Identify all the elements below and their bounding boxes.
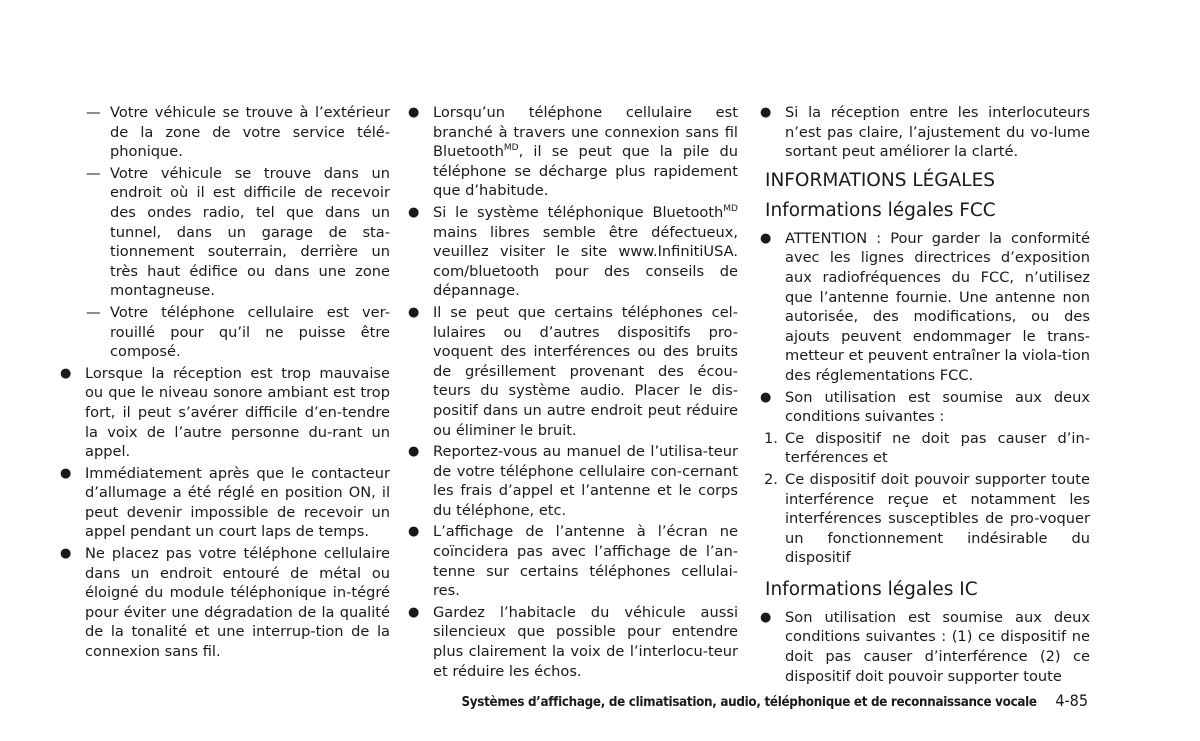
bullet-item [60,364,390,462]
trademark-superscript: MD [723,204,738,215]
numbered-item-text: Ce dispositif doit pouvoir supporter toute interférence reçue et notamment les interférences susceptibles de pro-voquer un fonctionnement indésirable du dispositif [785,470,1090,567]
dash-marker: — [86,303,101,321]
page-footer [461,691,1088,710]
bullet-icon: ● [760,105,772,120]
bullet-item-text [433,204,738,299]
bullet-item [408,103,738,201]
bullet-item-text: Si la réception entre les interlocuteurs n’est pas claire, l’ajustement du vo-lume sortant peut améliorer la clarté. [785,104,1090,161]
dash-item [60,303,390,362]
bullet-icon: ● [408,444,420,460]
bullet-item-text: Son utilisation est soumise aux deux conditions suivantes : (1) ce dispositif ne doit pas causer d’interférence (2) ce dispositif doit pouvoir supporter toute [785,608,1090,685]
trademark-superscript: MD [503,143,519,154]
bullet-icon: ● [60,546,72,562]
bullet-item [408,303,738,440]
dash-marker: — [86,104,101,121]
bullet-item-text: Gardez l’habitacle du véhicule aussi silencieux que possible pour entendre plus clairement la voix de l’interlocu-teur et réduire les échos. [433,603,738,680]
bullet-icon: ● [408,304,420,320]
bullet-text-part: Si le système téléphonique Bluetooth [433,203,724,221]
bullet-item-text: Ne placez pas votre téléphone cellulaire dans un endroit entouré de métal ou éloigné du module téléphonique in-tégré pour éviter une dégradation de la qualité de la tonalité et une interrup-tion de la connexion sans fil. [85,545,390,661]
bullet-item [408,442,738,520]
section-heading: INFORMATIONS LÉGALES [765,169,996,191]
numbered-item-text: Ce dispositif ne doit pas causer d’in-terférences et [785,429,1090,467]
bullet-icon: ● [60,365,72,381]
bullet-item-text: Son utilisation est soumise aux deux conditions suivantes : [785,388,1090,426]
item-number: 1. [764,429,778,447]
bullet-icon: ● [760,609,772,625]
bullet-item [760,229,1090,386]
bullet-item [408,603,738,681]
dash-item [60,103,390,162]
bullet-icon: ● [60,465,72,481]
bullet-icon: ● [408,204,420,220]
dash-item [60,164,390,301]
bullet-item-text [433,104,738,199]
bullet-item-text: Immédiatement après que le contacteur d’allumage a été réglé en position ON, il peut devenir impossible de recevoir un appel pendant un court laps de temps. [85,464,390,541]
numbered-item [760,470,1090,568]
bullet-icon: ● [408,524,420,540]
bullet-item-text: Il se peut que certains téléphones cel-lulaires ou d’autres dispositifs pro-voquent des interférences ou des bruits de grésillement provenant des écou-teurs du système audio. Placer le dis-positif dans un autre endroit peut réduire ou éliminer le bruit. [433,303,738,439]
page-number: 4-85 [1055,691,1088,710]
dash-item-text: Votre téléphone cellulaire est ver-rouillé pour qu’il ne puisse être composé. [110,303,390,361]
bullet-text-part: mains libres semble être défectueux, veuillez visiter le site www.InfinitiUSA. com/bluetooth pour des conseils de dépannage. [433,223,738,300]
bullet-item [408,203,738,301]
text-column-1 [60,103,390,664]
bullet-item-text: ATTENTION : Pour garder la conformité avec les lignes directrices d’exposition aux radiofréquences du FCC, n’utilisez que l’antenne fournie. Une antenne non autorisée, des modifications, ou des ajouts peuvent endommager le trans-metteur et peuvent entraîner la viola-tion des réglementations FCC. [785,229,1090,384]
bullet-item [760,388,1090,427]
bullet-item [408,522,738,600]
numbered-item [760,429,1090,468]
bullet-item [60,464,390,542]
bullet-text-part: Lorsqu’un téléphone cellulaire est branché à travers une connexion sans fil Bluetooth [433,104,738,161]
bullet-item-text: Lorsque la réception est trop mauvaise ou que le niveau sonore ambiant est trop fort, il peut s’avérer difficile d’en-tendre la voix de l’autre personne du-rant un appel. [85,364,390,461]
subsection-heading-fcc: Informations légales FCC [765,199,996,221]
bullet-item [760,103,1090,162]
text-column-2 [408,103,738,683]
subsection-heading-ic: Informations légales IC [765,578,978,600]
bullet-item [60,544,390,662]
bullet-icon: ● [408,105,420,120]
bullet-item-text: L’affichage de l’antenne à l’écran ne coïncidera pas avec l’affichage de l’an-tenne sur certains téléphones cellulai-res. [433,523,738,600]
bullet-item [760,608,1090,686]
dash-marker: — [86,164,101,182]
item-number: 2. [764,470,778,488]
bullet-text-part: , il se peut que la pile du téléphone se décharge plus rapidement que d’habitude. [433,143,738,200]
bullet-item-text: Reportez-vous au manuel de l’utilisa-teur de votre téléphone cellulaire con-cernant les frais d’appel et l’antenne et le corps du téléphone, etc. [433,443,738,519]
text-column-3 [760,103,1090,688]
bullet-icon: ● [760,230,772,246]
bullet-icon: ● [760,389,772,405]
footer-chapter-title: Systèmes d’affichage, de climatisation, audio, téléphonique et de reconnaissance vocale [461,695,1037,710]
dash-item-text: Votre véhicule se trouve à l’extérieur de la zone de votre service télé-phonique. [110,104,390,161]
dash-item-text: Votre véhicule se trouve dans un endroit où il est difficile de recevoir des ondes radio, tel que dans un tunnel, dans un garage de sta-tionnement souterrain, derrière un très haut édifice ou dans une zone montagneuse. [110,164,390,300]
bullet-icon: ● [408,604,420,620]
